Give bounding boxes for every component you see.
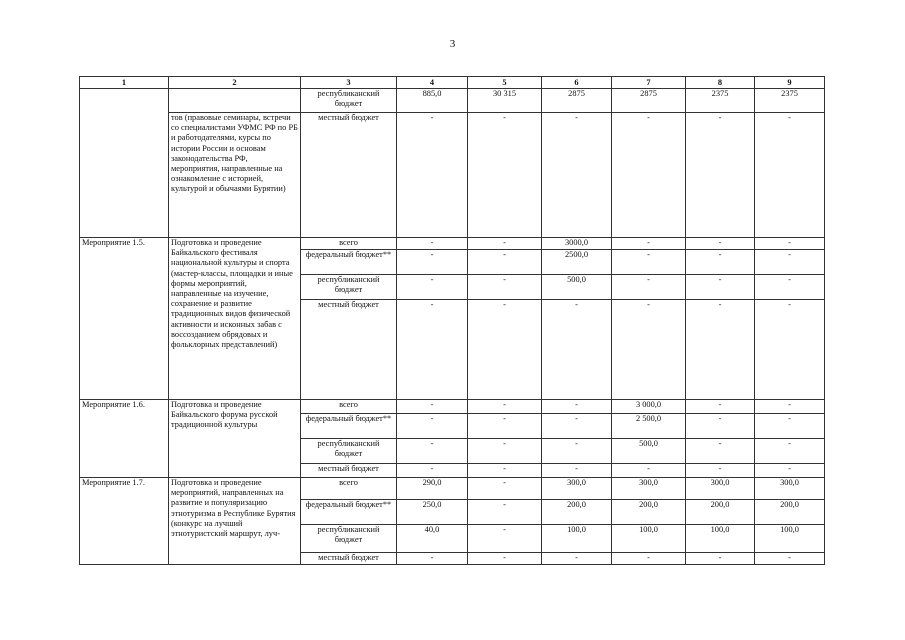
value-cell: - [542,300,612,400]
funding-source-cell: всего [301,478,397,500]
value-cell: - [468,439,542,464]
value-cell: - [755,464,825,478]
value-cell: - [468,414,542,439]
value-cell: 2875 [542,89,612,113]
funding-source-cell: местный бюджет [301,553,397,565]
value-cell: 500,0 [542,275,612,300]
value-cell: - [397,300,468,400]
funding-source-cell: всего [301,400,397,414]
value-cell: - [686,250,755,275]
table-header-row [80,77,825,89]
funding-source-cell: республиканский бюджет [301,439,397,464]
funding-source-cell: федеральный бюджет** [301,500,397,525]
value-cell: - [612,300,686,400]
funding-source-cell: местный бюджет [301,300,397,400]
value-cell: - [755,439,825,464]
value-cell: 300,0 [612,478,686,500]
value-cell: - [468,478,542,500]
value-cell: - [755,414,825,439]
value-cell: - [686,238,755,250]
column-header: 6 [542,77,612,89]
value-cell: 2500,0 [542,250,612,275]
value-cell: - [468,525,542,553]
value-cell: 2 500,0 [612,414,686,439]
value-cell: - [612,464,686,478]
value-cell: - [542,414,612,439]
measure-label: Мероприятие 1.7. [80,478,169,565]
column-header: 5 [468,77,542,89]
value-cell: - [397,113,468,238]
value-cell: - [686,439,755,464]
description-cell: Подготовка и проведение Байкальского фестиваля национальной культуры и спорта (мастер-классы, площадки и иные формы мероприятий, направленные на изучение, сохранение и развитие традиционных видов физической активности и исконных забав с воссозданием обрядовых и фольклорных представлений) [169,238,301,400]
value-cell: - [542,113,612,238]
value-cell: - [612,553,686,565]
value-cell: 3000,0 [542,238,612,250]
value-cell: - [686,553,755,565]
value-cell: 300,0 [755,478,825,500]
value-cell: - [686,464,755,478]
column-header: 9 [755,77,825,89]
value-cell: 300,0 [542,478,612,500]
value-cell: - [397,400,468,414]
value-cell: 2375 [686,89,755,113]
value-cell: - [542,400,612,414]
table-row [80,89,825,113]
description-cell: Подготовка и проведение Байкальского форума русской традиционной культуры [169,400,301,478]
value-cell: - [686,275,755,300]
value-cell: 100,0 [612,525,686,553]
value-cell: - [468,400,542,414]
value-cell: - [542,553,612,565]
funding-source-cell: республиканский бюджет [301,275,397,300]
value-cell: - [468,300,542,400]
value-cell: 200,0 [542,500,612,525]
value-cell: - [468,238,542,250]
value-cell: - [755,300,825,400]
value-cell: - [397,553,468,565]
value-cell: 100,0 [542,525,612,553]
table-row [80,238,825,250]
funding-source-cell: федеральный бюджет** [301,414,397,439]
value-cell: 100,0 [686,525,755,553]
measure-cell [80,113,169,238]
column-header: 2 [169,77,301,89]
value-cell: - [468,250,542,275]
table-row [80,400,825,414]
table-row [80,113,825,238]
description-cell [169,89,301,113]
column-header: 8 [686,77,755,89]
value-cell: - [397,250,468,275]
value-cell: - [397,464,468,478]
value-cell: - [468,553,542,565]
funding-source-cell: местный бюджет [301,113,397,238]
measure-label: Мероприятие 1.6. [80,400,169,478]
value-cell: - [612,275,686,300]
value-cell: - [755,250,825,275]
value-cell: 2375 [755,89,825,113]
value-cell: - [468,113,542,238]
value-cell: - [612,250,686,275]
value-cell: - [755,553,825,565]
page-number: 3 [449,38,456,50]
funding-source-cell: республиканский бюджет [301,525,397,553]
table-row [80,478,825,500]
column-header: 7 [612,77,686,89]
column-header: 1 [80,77,169,89]
measure-label: Мероприятие 1.5. [80,238,169,400]
column-header: 3 [301,77,397,89]
value-cell: - [468,275,542,300]
funding-source-cell: всего [301,238,397,250]
value-cell: - [612,113,686,238]
funding-source-cell: республиканский бюджет [301,89,397,113]
description-cell: Подготовка и проведение мероприятий, направленных на развитие и популяризацию этнотуризма в Республике Бурятия (конкурс на лучший этнотуристский маршрут, луч- [169,478,301,565]
value-cell: - [686,113,755,238]
value-cell: 500,0 [612,439,686,464]
value-cell: 200,0 [755,500,825,525]
budget-table [79,76,825,565]
value-cell: 200,0 [612,500,686,525]
funding-source-cell: местный бюджет [301,464,397,478]
value-cell: - [612,238,686,250]
value-cell: - [755,113,825,238]
value-cell: - [686,414,755,439]
value-cell: 290,0 [397,478,468,500]
measure-cell [80,89,169,113]
value-cell: - [755,400,825,414]
value-cell: - [468,500,542,525]
value-cell: - [468,464,542,478]
value-cell: 250,0 [397,500,468,525]
value-cell: 3 000,0 [612,400,686,414]
value-cell: - [755,275,825,300]
value-cell: 2875 [612,89,686,113]
value-cell: - [397,414,468,439]
value-cell: - [397,238,468,250]
value-cell: 885,0 [397,89,468,113]
value-cell: 200,0 [686,500,755,525]
value-cell: - [686,300,755,400]
column-header: 4 [397,77,468,89]
value-cell: - [397,439,468,464]
value-cell: 40,0 [397,525,468,553]
value-cell: - [686,400,755,414]
value-cell: - [755,238,825,250]
value-cell: - [397,275,468,300]
value-cell: - [542,439,612,464]
value-cell: 300,0 [686,478,755,500]
funding-source-cell: федеральный бюджет** [301,250,397,275]
description-cell: тов (правовые семинары, встречи со специалистами УФМС РФ по РБ и работодателями, курсы по истории России и основам законодательства РФ, мероприятия, направленные на ознакомление с историей, культурой и обычаями Бурятии) [169,113,301,238]
value-cell: 100,0 [755,525,825,553]
value-cell: 30 315 [468,89,542,113]
value-cell: - [542,464,612,478]
